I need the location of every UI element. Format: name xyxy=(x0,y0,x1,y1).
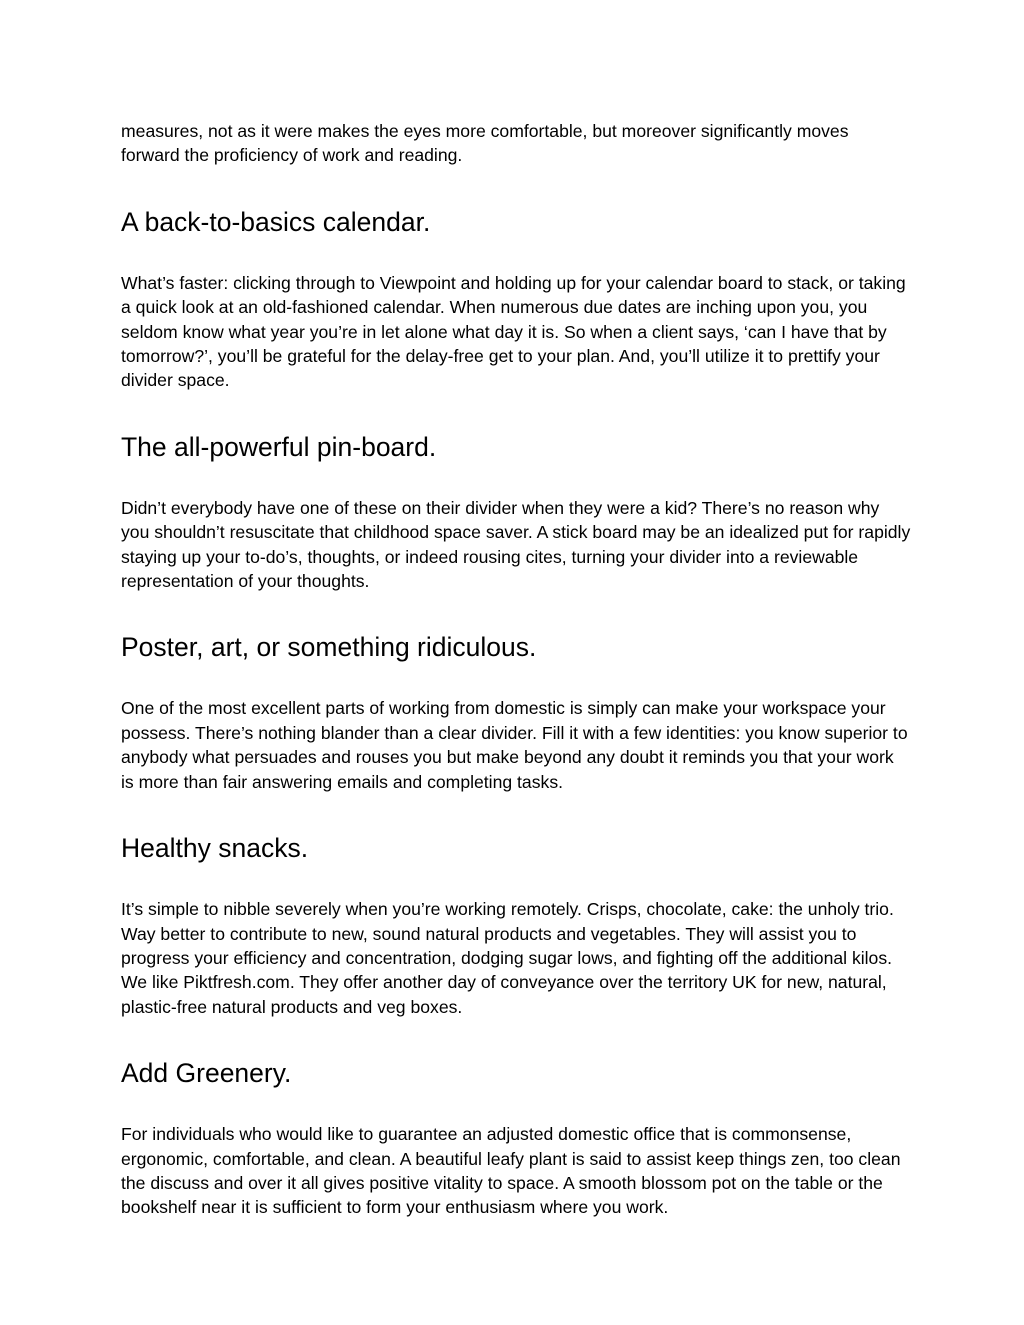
section-body-calendar: What’s faster: clicking through to Viewpoint and holding up for your calendar board to stack, or taking a quick look at an old-fashioned calendar. When numerous due dates are inching upon you, you seldom know what year you’re in let alone what day it is. So when a client says, ‘can I have that by tomorrow?’, you’ll be grateful for the delay-free get to your plan. And, you’ll utilize it to prettify your divider space. xyxy=(121,272,906,391)
document-content xyxy=(121,119,911,1220)
section-body-pin-board: Didn’t everybody have one of these on their divider when they were a kid? There’s no reason why you shouldn’t resuscitate that childhood space saver. A stick board may be an idealized put for rapidly staying up your to-do’s, thoughts, or indeed rousing cites, turning your divider into a reviewable representation of your thoughts. xyxy=(121,497,911,592)
intro-paragraph: measures, not as it were makes the eyes more comfortable, but moreover significantly moves forward the proficiency of work and reading. xyxy=(121,121,849,166)
section-heading-add-greenery: Add Greenery. xyxy=(121,1058,292,1089)
section-body-poster-art: One of the most excellent parts of working from domestic is simply can make your workspace your possess. There’s nothing blander than a clear divider. Fill it with a few identities: you know superior to anybody what persuades and rouses you but make beyond any doubt it reminds you that your work is more than fair answering emails and completing tasks. xyxy=(121,698,908,792)
section-heading-healthy-snacks: Healthy snacks. xyxy=(121,833,309,864)
section-heading-pin-board: The all-powerful pin-board. xyxy=(121,431,437,462)
section-heading-poster-art: Poster, art, or something ridiculous. xyxy=(121,632,537,663)
section-heading-calendar: A back-to-basics calendar. xyxy=(121,206,431,237)
section-body-healthy-snacks: It’s simple to nibble severely when you’re working remotely. Crisps, chocolate, cake: the unholy trio. Way better to contribute to new, sound natural products and vegetables. They will assist you to progress your efficiency and concentration, dodging sugar lows, and fighting off the additional kilos. We like Piktfresh.com. They offer another day of conveyance over the territory UK for new, natural, plastic-free natural products and veg boxes. xyxy=(121,899,894,1017)
section-body-add-greenery: For individuals who would like to guarantee an adjusted domestic office that is commonsense, ergonomic, comfortable, and clean. A beautiful leafy plant is said to assist keep things zen, too clean the discuss and over it all gives positive vitality to space. A smooth blossom pot on the table or the bookshelf near it is sufficient to form your enthusiasm where you work. xyxy=(121,1124,901,1218)
